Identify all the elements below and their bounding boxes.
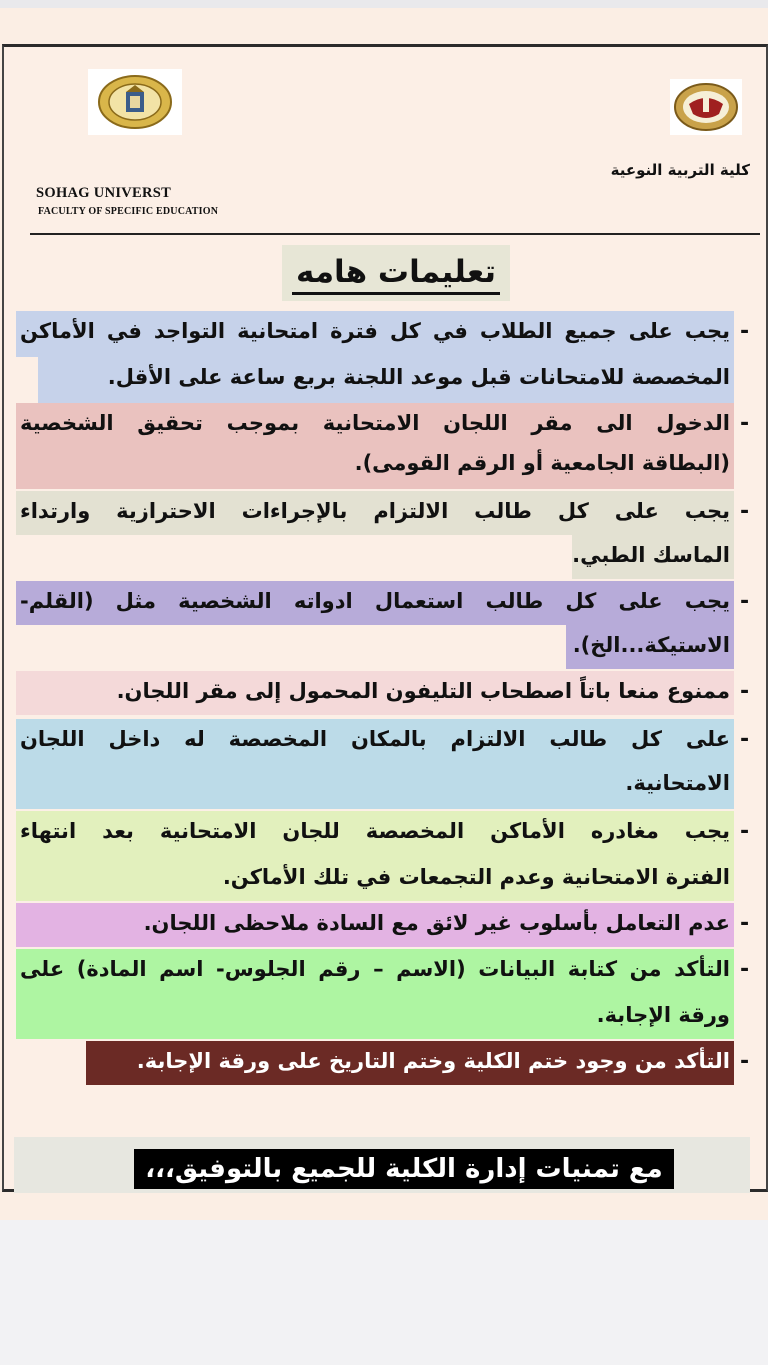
bullet-dash: - <box>740 411 750 436</box>
document-frame <box>2 44 768 1192</box>
instruction-line: يجب على جميع الطلاب في كل فترة امتحانية التواجد في الأماكن <box>20 319 730 343</box>
instruction-line: المخصصة للامتحانات قبل موعد اللجنة بربع ساعة على الأقل. <box>107 365 730 389</box>
page-title: تعليمات هامه <box>292 252 500 295</box>
bullet-dash: - <box>740 819 750 844</box>
instruction-line: ممنوع منعا باتاً اصطحاب التليفون المحمول إلى مقر اللجان. <box>116 679 730 703</box>
university-name-english: SOHAG UNIVERST <box>36 185 172 201</box>
bullet-dash: - <box>740 911 750 936</box>
bullet-dash: - <box>740 499 750 524</box>
instruction-line: الفترة الامتحانية وعدم التجمعات في تلك الأماكن. <box>222 865 730 889</box>
instruction-line: ورقة الإجابة. <box>596 1003 730 1027</box>
header-divider <box>30 233 760 235</box>
instruction-line: التأكد من وجود ختم الكلية وختم التاريخ على ورقة الإجابة. <box>136 1049 730 1073</box>
faculty-emblem-icon <box>670 79 742 135</box>
instruction-line: الاستيكة...الخ). <box>572 633 730 657</box>
instruction-line: يجب على كل طالب الالتزام بالإجراءات الاحترازية وارتداء <box>20 499 730 523</box>
faculty-name-arabic: كلية التربية النوعية <box>610 161 750 179</box>
bullet-dash: - <box>740 319 750 344</box>
instruction-line: (البطاقة الجامعية أو الرقم القومى). <box>354 451 730 475</box>
instruction-line: الماسك الطبي. <box>572 543 730 567</box>
instruction-line: يجب على كل طالب استعمال ادواته الشخصية مثل (القلم- <box>20 589 730 613</box>
bullet-dash: - <box>740 679 750 704</box>
sohag-university-seal-icon <box>88 69 182 135</box>
bullet-dash: - <box>740 589 750 614</box>
title-box <box>282 245 510 301</box>
bullet-dash: - <box>740 727 750 752</box>
instruction-line: الامتحانية. <box>625 771 730 795</box>
document-page <box>0 8 768 1220</box>
bullet-dash: - <box>740 1049 750 1074</box>
instruction-line: يجب مغادره الأماكن المخصصة للجان الامتحانية بعد انتهاء <box>20 819 730 843</box>
closing-message: مع تمنيات إدارة الكلية للجميع بالتوفيق،،، <box>134 1149 674 1189</box>
instruction-line: على كل طالب الالتزام بالمكان المخصصة له داخل اللجان <box>20 727 730 751</box>
instruction-line: الدخول الى مقر اللجان الامتحانية بموجب تحقيق الشخصية <box>20 411 730 435</box>
bullet-dash: - <box>740 957 750 982</box>
instruction-line: عدم التعامل بأسلوب غير لائق مع السادة ملاحظى اللجان. <box>143 911 730 935</box>
top-strip <box>0 0 768 8</box>
faculty-name-english: FACULTY OF SPECIFIC EDUCATION <box>38 206 219 217</box>
instruction-line: التأكد من كتابة البيانات (الاسم – رقم الجلوس- اسم المادة) على <box>20 957 730 981</box>
